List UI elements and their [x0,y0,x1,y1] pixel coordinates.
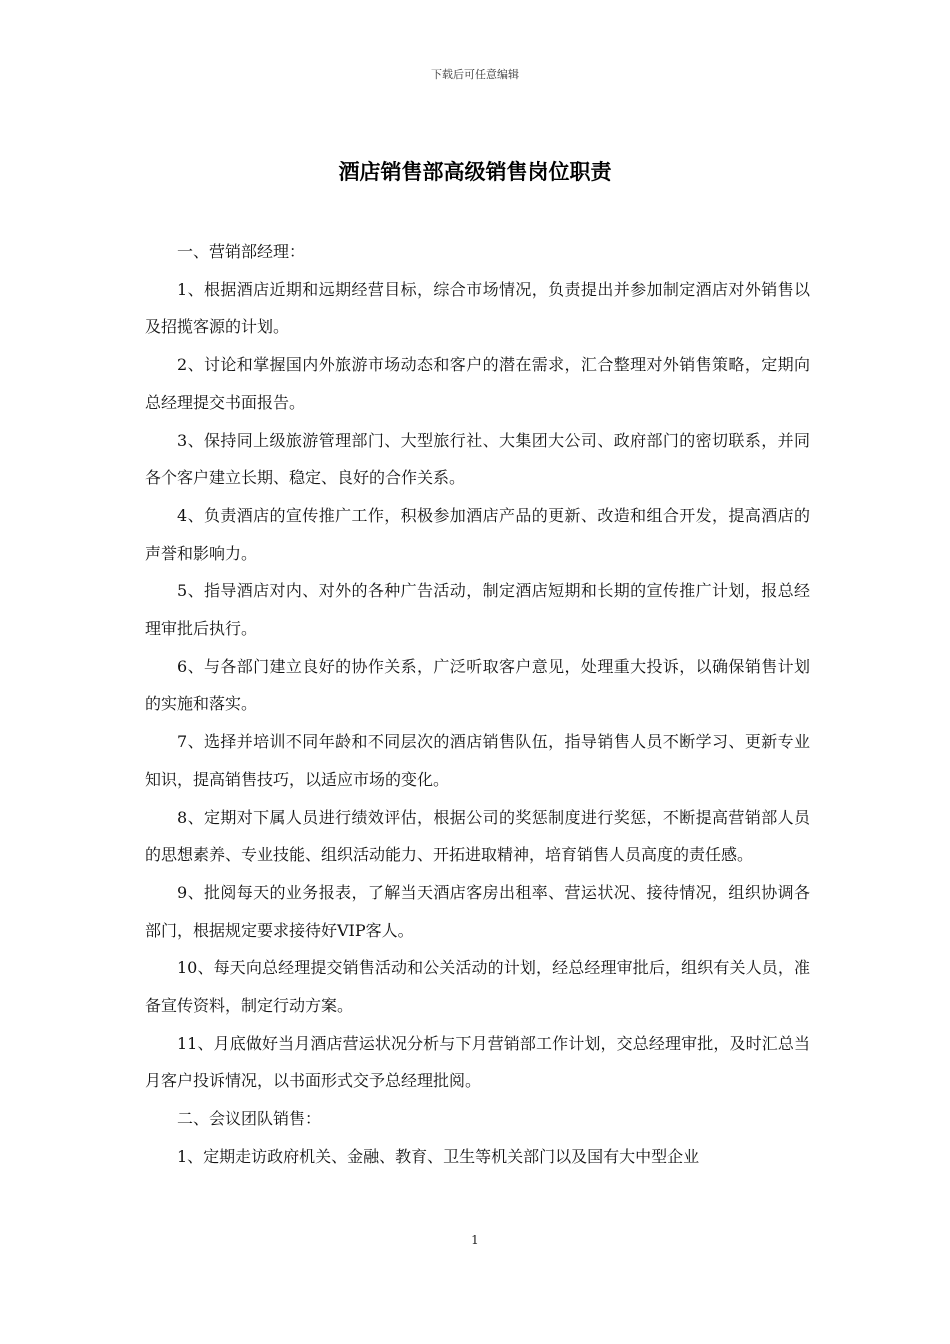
paragraph: 4、负责酒店的宣传推广工作，积极参加酒店产品的更新、改造和组合开发，提高酒店的声誉和影响力。 [145,505,810,563]
paragraph: 9、批阅每天的业务报表，了解当天酒店客房出租率、营运状况、接待情况，组织协调各部门，根据规定要求接待好VIP客人。 [145,882,810,940]
paragraph: 1、定期走访政府机关、金融、教育、卫生等机关部门以及国有大中型企业 [177,1146,700,1166]
header-note: 下载后可任意编辑 [431,68,519,81]
section-heading-sales-manager: 一、营销部经理： [177,242,306,261]
paragraph: 3、保持同上级旅游管理部门、大型旅行社、大集团大公司、政府部门的密切联系，并同各个客户建立长期、稳定、良好的合作关系。 [145,430,810,488]
paragraph: 1、根据酒店近期和远期经营目标，综合市场情况，负责提出并参加制定酒店对外销售以及招揽客源的计划。 [145,279,810,337]
paragraph: 11、月底做好当月酒店营运状况分析与下月营销部工作计划，交总经理审批，及时汇总当月客户投诉情况，以书面形式交予总经理批阅。 [145,1033,810,1091]
paragraph: 8、定期对下属人员进行绩效评估，根据公司的奖惩制度进行奖惩，不断提高营销部人员的思想素养、专业技能、组织活动能力、开拓进取精神，培育销售人员高度的责任感。 [145,807,810,865]
paragraph: 7、选择并培训不同年龄和不同层次的酒店销售队伍，指导销售人员不断学习、更新专业知识，提高销售技巧，以适应市场的变化。 [145,732,810,789]
paragraph: 10、每天向总经理提交销售活动和公关活动的计划，经总经理审批后，组织有关人员，准备宣传资料，制定行动方案。 [145,958,810,1016]
paragraph: 5、指导酒店对内、对外的各种广告活动，制定酒店短期和长期的宣传推广计划，报总经理审批后执行。 [145,581,810,639]
paragraph: 2、讨论和掌握国内外旅游市场动态和客户的潜在需求，汇合整理对外销售策略，定期向总经理提交书面报告。 [145,355,810,412]
section-heading-group-sales: 二、会议团队销售： [177,1109,322,1129]
paragraph: 6、与各部门建立良好的协作关系，广泛听取客户意见，处理重大投诉，以确保销售计划的实施和落实。 [145,656,810,714]
document-title: 酒店销售部高级销售岗位职责 [338,159,612,184]
document-body [145,233,810,1176]
page-number: 1 [471,1233,479,1247]
